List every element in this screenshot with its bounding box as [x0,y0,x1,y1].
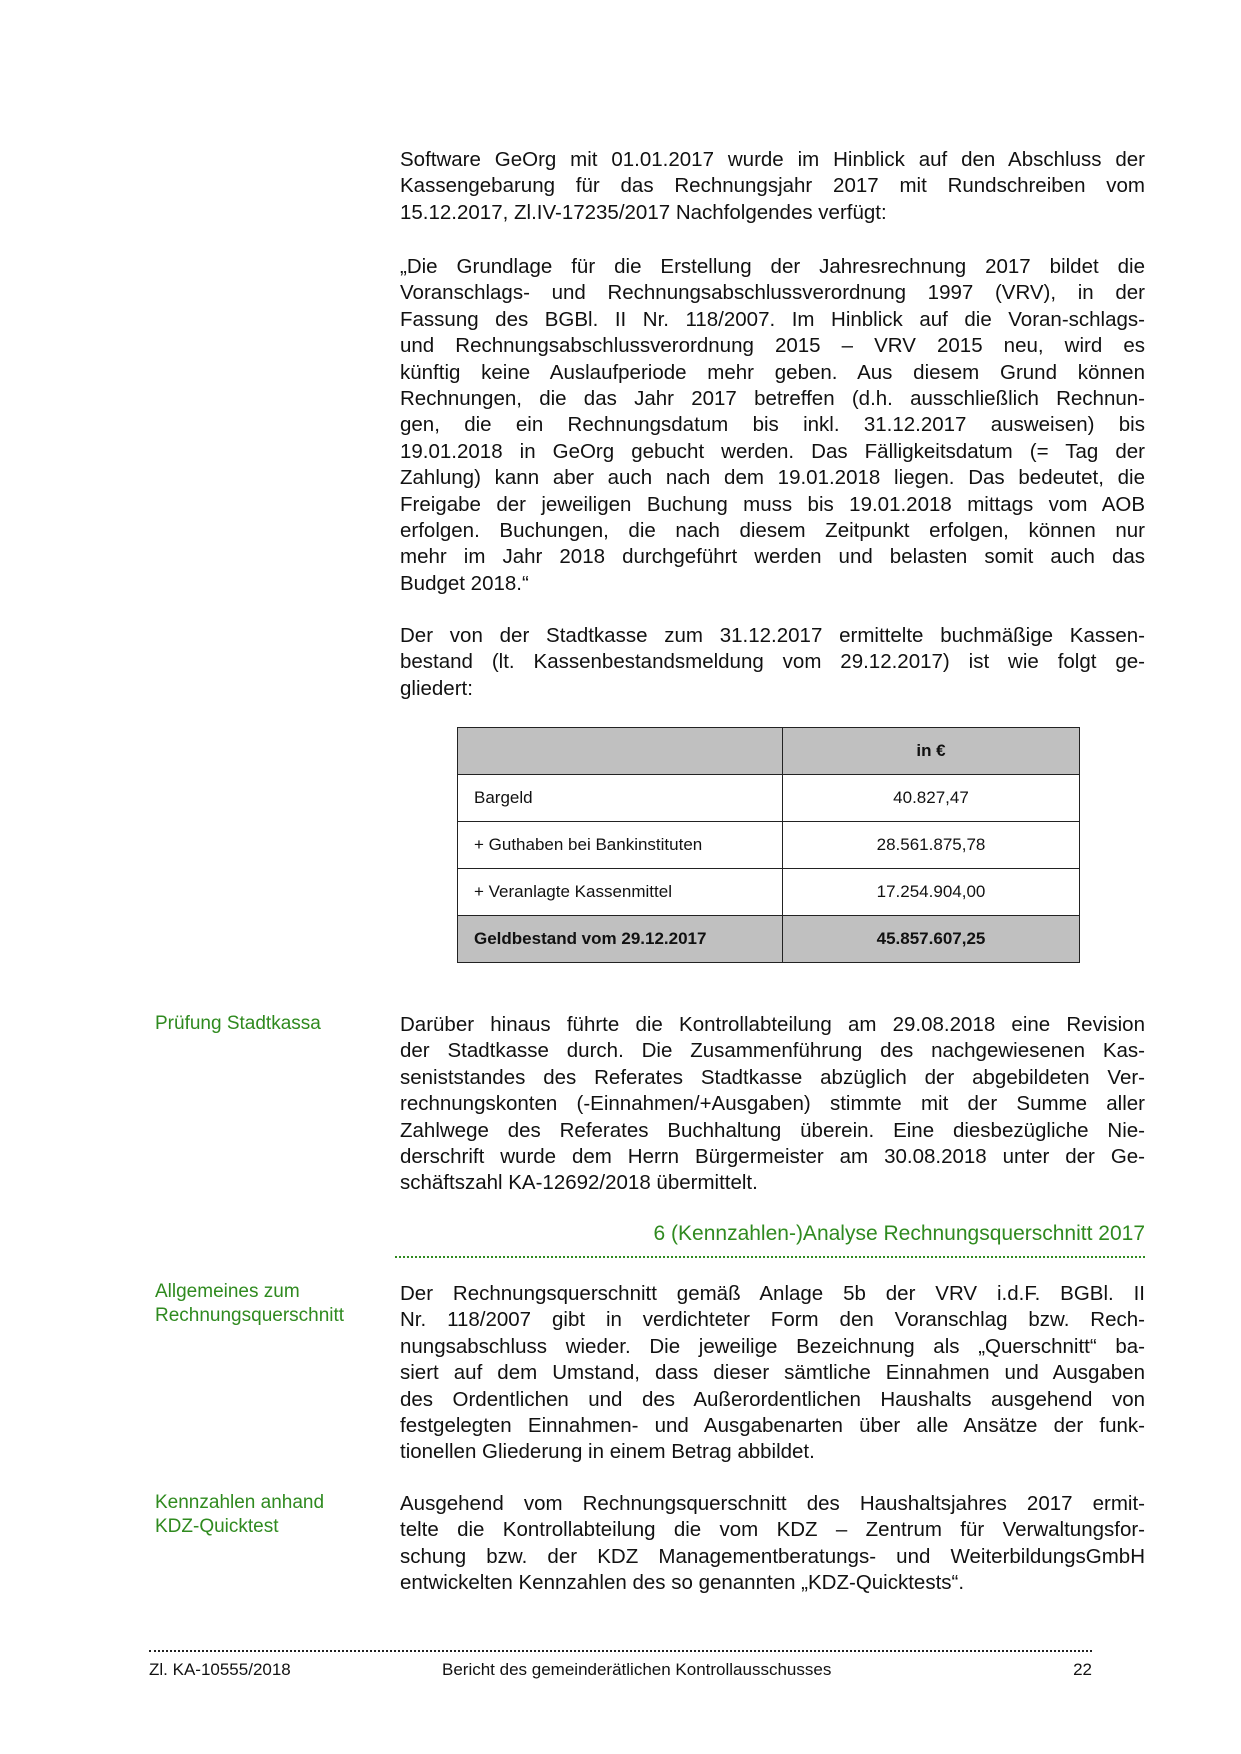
table-row [458,775,1080,822]
table-header-row [458,728,1080,775]
table-total-row [458,916,1080,963]
paragraph-kassenbestand [400,623,1145,702]
paragraph-kennzahlen [400,1491,1145,1597]
text-line: der Stadtkasse durch. Die Zusammenführung des nachgewiesenen Kas- [400,1039,1145,1063]
total-label: Geldbestand vom 29.12.2017 [458,916,783,963]
row-label: + Guthaben bei Bankinstituten [458,822,783,869]
paragraph-quote [400,254,1145,597]
heading-divider [395,1256,1145,1258]
text-line: Freigabe der jeweiligen Buchung muss bis 19.01.2018 mittags vom AOB [400,492,1145,516]
paragraph-pruefung [400,1012,1145,1197]
text-line: seniststandes des Referates Stadtkasse abzüglich der abgebildeten Ver- [400,1065,1145,1089]
side-label-line: Kennzahlen anhand [155,1492,325,1513]
section-heading: 6 (Kennzahlen-)Analyse Rechnungsquerschnitt 2017 [653,1222,1145,1245]
paragraph-intro [400,147,1145,226]
text-line: des Ordentlichen und des Außerordentlichen Haushalts ausgehend von [400,1387,1145,1411]
table-row [458,869,1080,916]
total-value: 45.857.607,25 [783,916,1080,963]
text-line: entwickelten Kennzahlen des so genannten „KDZ-Quicktests“. [400,1571,965,1595]
side-label-line: Allgemeines zum [155,1281,300,1302]
text-line: nungsabschluss wieder. Die jeweilige Bezeichnung als „Querschnitt“ ba- [400,1334,1145,1358]
text-line: Der Rechnungsquerschnitt gemäß Anlage 5b der VRV i.d.F. BGBl. II [400,1282,1145,1305]
text-line: Zahlung) kann aber auch nach dem 19.01.2018 liegen. Das bedeutet, die [400,466,1145,490]
side-label-pruefung [155,1012,321,1036]
side-label-kennzahlen [155,1491,324,1539]
text-line: schung bzw. der KDZ Managementberatungs- und WeiterbildungsGmbH [400,1544,1145,1568]
footer-title: Bericht des gemeinderätlichen Kontrollausschusses [442,1660,832,1679]
paragraph-allgemeines [400,1281,1145,1466]
text-line: gen, die ein Rechnungsdatum bis inkl. 31.12.2017 ausweisen) bis [400,413,1145,437]
footer-reference: Zl. KA-10555/2018 [149,1660,291,1679]
footer-divider [149,1650,1092,1652]
text-line: Zahlwege des Referates Buchhaltung überein. Eine diesbezügliche Nie- [400,1118,1145,1142]
side-label-allgemeines [155,1280,344,1328]
text-line: erfolgen. Buchungen, die nach diesem Zeitpunkt erfolgen, können nur [400,518,1145,542]
text-line: siert auf dem Umstand, dass dieser sämtliche Einnahmen und Ausgaben [400,1361,1145,1385]
row-label: + Veranlagte Kassenmittel [458,869,783,916]
text-line: künftig keine Auslaufperiode mehr geben. Aus diesem Grund können [400,360,1145,384]
text-line: und Rechnungsabschlussverordnung 2015 – VRV 2015 neu, wird es [400,334,1145,358]
side-label-line: Prüfung Stadtkassa [155,1013,321,1034]
text-line: schäftszahl KA-12692/2018 übermittelt. [400,1171,758,1195]
text-line: Software GeOrg mit 01.01.2017 wurde im Hinblick auf den Abschluss der [400,148,1145,171]
row-value: 40.827,47 [783,775,1080,822]
text-line: Voranschlags- und Rechnungsabschlussverordnung 1997 (VRV), in der [400,281,1145,305]
text-line: Darüber hinaus führte die Kontrollabteilung am 29.08.2018 eine Revision [400,1013,1145,1036]
text-line: bestand (lt. Kassenbestandsmeldung vom 29.12.2017) ist wie folgt ge- [400,650,1145,674]
row-label: Bargeld [458,775,783,822]
text-line: Fassung des BGBl. II Nr. 118/2007. Im Hinblick auf die Voran-schlags- [400,307,1145,331]
text-line: „Die Grundlage für die Erstellung der Jahresrechnung 2017 bildet die [400,255,1145,278]
text-line: gliedert: [400,676,473,700]
text-line: 19.01.2018 in GeOrg gebucht werden. Das Fälligkeitsdatum (= Tag der [400,439,1145,463]
text-line: mehr im Jahr 2018 durchgeführt werden und belasten somit auch das [400,545,1145,569]
table-header-cell [458,728,783,775]
text-line: Budget 2018.“ [400,571,529,595]
text-line: Ausgehend vom Rechnungsquerschnitt des Haushaltsjahres 2017 ermit- [400,1492,1145,1515]
table-row [458,822,1080,869]
row-value: 28.561.875,78 [783,822,1080,869]
side-label-line: Rechnungsquerschnitt [155,1305,345,1326]
text-line: rechnungskonten (-Einnahmen/+Ausgaben) stimmte mit der Summe aller [400,1092,1145,1116]
text-line: Nr. 118/2007 gibt in verdichteter Form den Voranschlag bzw. Rech- [400,1308,1145,1332]
table-header-cell: in € [783,728,1080,775]
text-line: Der von der Stadtkasse zum 31.12.2017 ermittelte buchmäßige Kassen- [400,624,1145,647]
text-line: festgelegten Einnahmen- und Ausgabenarten über alle Ansätze der funk- [400,1413,1145,1437]
text-line: Kassengebarung für das Rechnungsjahr 2017 mit Rundschreiben vom [400,174,1145,198]
text-line: derschrift wurde dem Herrn Bürgermeister am 30.08.2018 unter der Ge- [400,1144,1145,1168]
text-line: 15.12.2017, Zl.IV-17235/2017 Nachfolgendes verfügt: [400,200,887,224]
text-line: tionellen Gliederung in einem Betrag abbildet. [400,1440,815,1464]
row-value: 17.254.904,00 [783,869,1080,916]
cash-table [457,727,1080,963]
footer-page-number: 22 [1073,1660,1092,1679]
text-line: telte die Kontrollabteilung die vom KDZ – Zentrum für Verwaltungsfor- [400,1518,1145,1542]
side-label-line: KDZ-Quicktest [155,1516,279,1537]
text-line: Rechnungen, die das Jahr 2017 betreffen (d.h. ausschließlich Rechnun- [400,386,1145,410]
